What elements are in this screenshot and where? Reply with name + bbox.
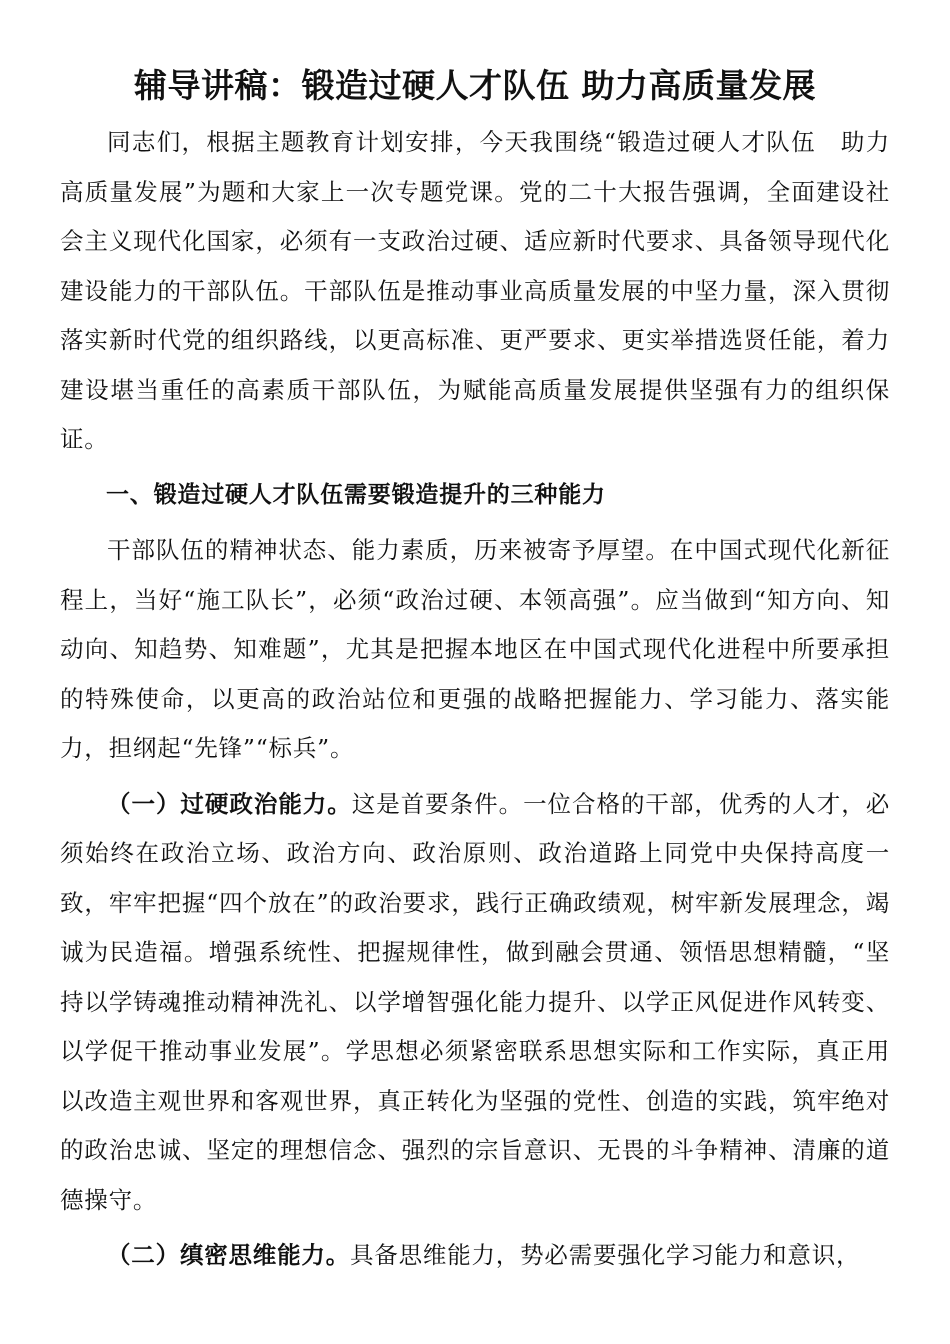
document-title: 辅导讲稿：锻造过硬人才队伍 助力高质量发展 xyxy=(134,66,816,105)
subsection-2-paragraph xyxy=(60,1231,890,1281)
subsection-1-paragraph xyxy=(60,780,890,1226)
subsection-2-text: 具备思维能力，势必需要强化学习能力和意识， xyxy=(350,1241,861,1269)
intro-paragraph: 同志们，根据主题教育计划安排，今天我围绕“锻造过硬人才队伍 助力高质量发展”为题和大家上一次专题党课。党的二十大报告强调，全面建设社会主义现代化国家，必须有一支政治过硬、适应新时代要求、具备领导现代化建设能力的干部队伍。干部队伍是推动事业高质量发展的中坚力量，深入贯彻落实新时代党的组织路线，以更高标准、更严要求、更实举措选贤任能，着力建设堪当重任的高素质干部队伍，为赋能高质量发展提供坚强有力的组织保证。 xyxy=(60,128,890,453)
subsection-2-heading: （二）缜密思维能力。 xyxy=(107,1241,350,1269)
section-1-paragraph: 干部队伍的精神状态、能力素质，历来被寄予厚望。在中国式现代化新征程上，当好“施工队长”，必须“政治过硬、本领高强”。应当做到“知方向、知动向、知趋势、知难题”，尤其是把握本地区在中国式现代化进程中所要承担的特殊使命，以更高的政治站位和更强的战略把握能力、学习能力、落实能力，担纲起“先锋”“标兵”。 xyxy=(60,536,890,762)
subsection-1-heading: （一）过硬政治能力。 xyxy=(107,789,352,818)
section-1-heading: 一、锻造过硬人才队伍需要锻造提升的三种能力 xyxy=(106,481,606,508)
subsection-1-text: 这是首要条件。一位合格的干部，优秀的人才，必须始终在政治立场、政治方向、政治原则、政治道路上同党中央保持高度一致，牢牢把握“四个放在”的政治要求，践行正确政绩观，树牢新发展理念，竭诚为民造福。增强系统性、把握规律性，做到融会贯通、领悟思想精髓，“坚持以学铸魂推动精神洗礼、以学增智强化能力提升、以学正风促进作风转变、以学促干推动事业发展”。学思想必须紧密联系思想实际和工作实际，真正用以改造主观世界和客观世界，真正转化为坚强的党性、创造的实践，筑牢绝对的政治忠诚、坚定的理想信念、强烈的宗旨意识、无畏的斗争精神、清廉的道德操守。 xyxy=(60,789,891,1214)
